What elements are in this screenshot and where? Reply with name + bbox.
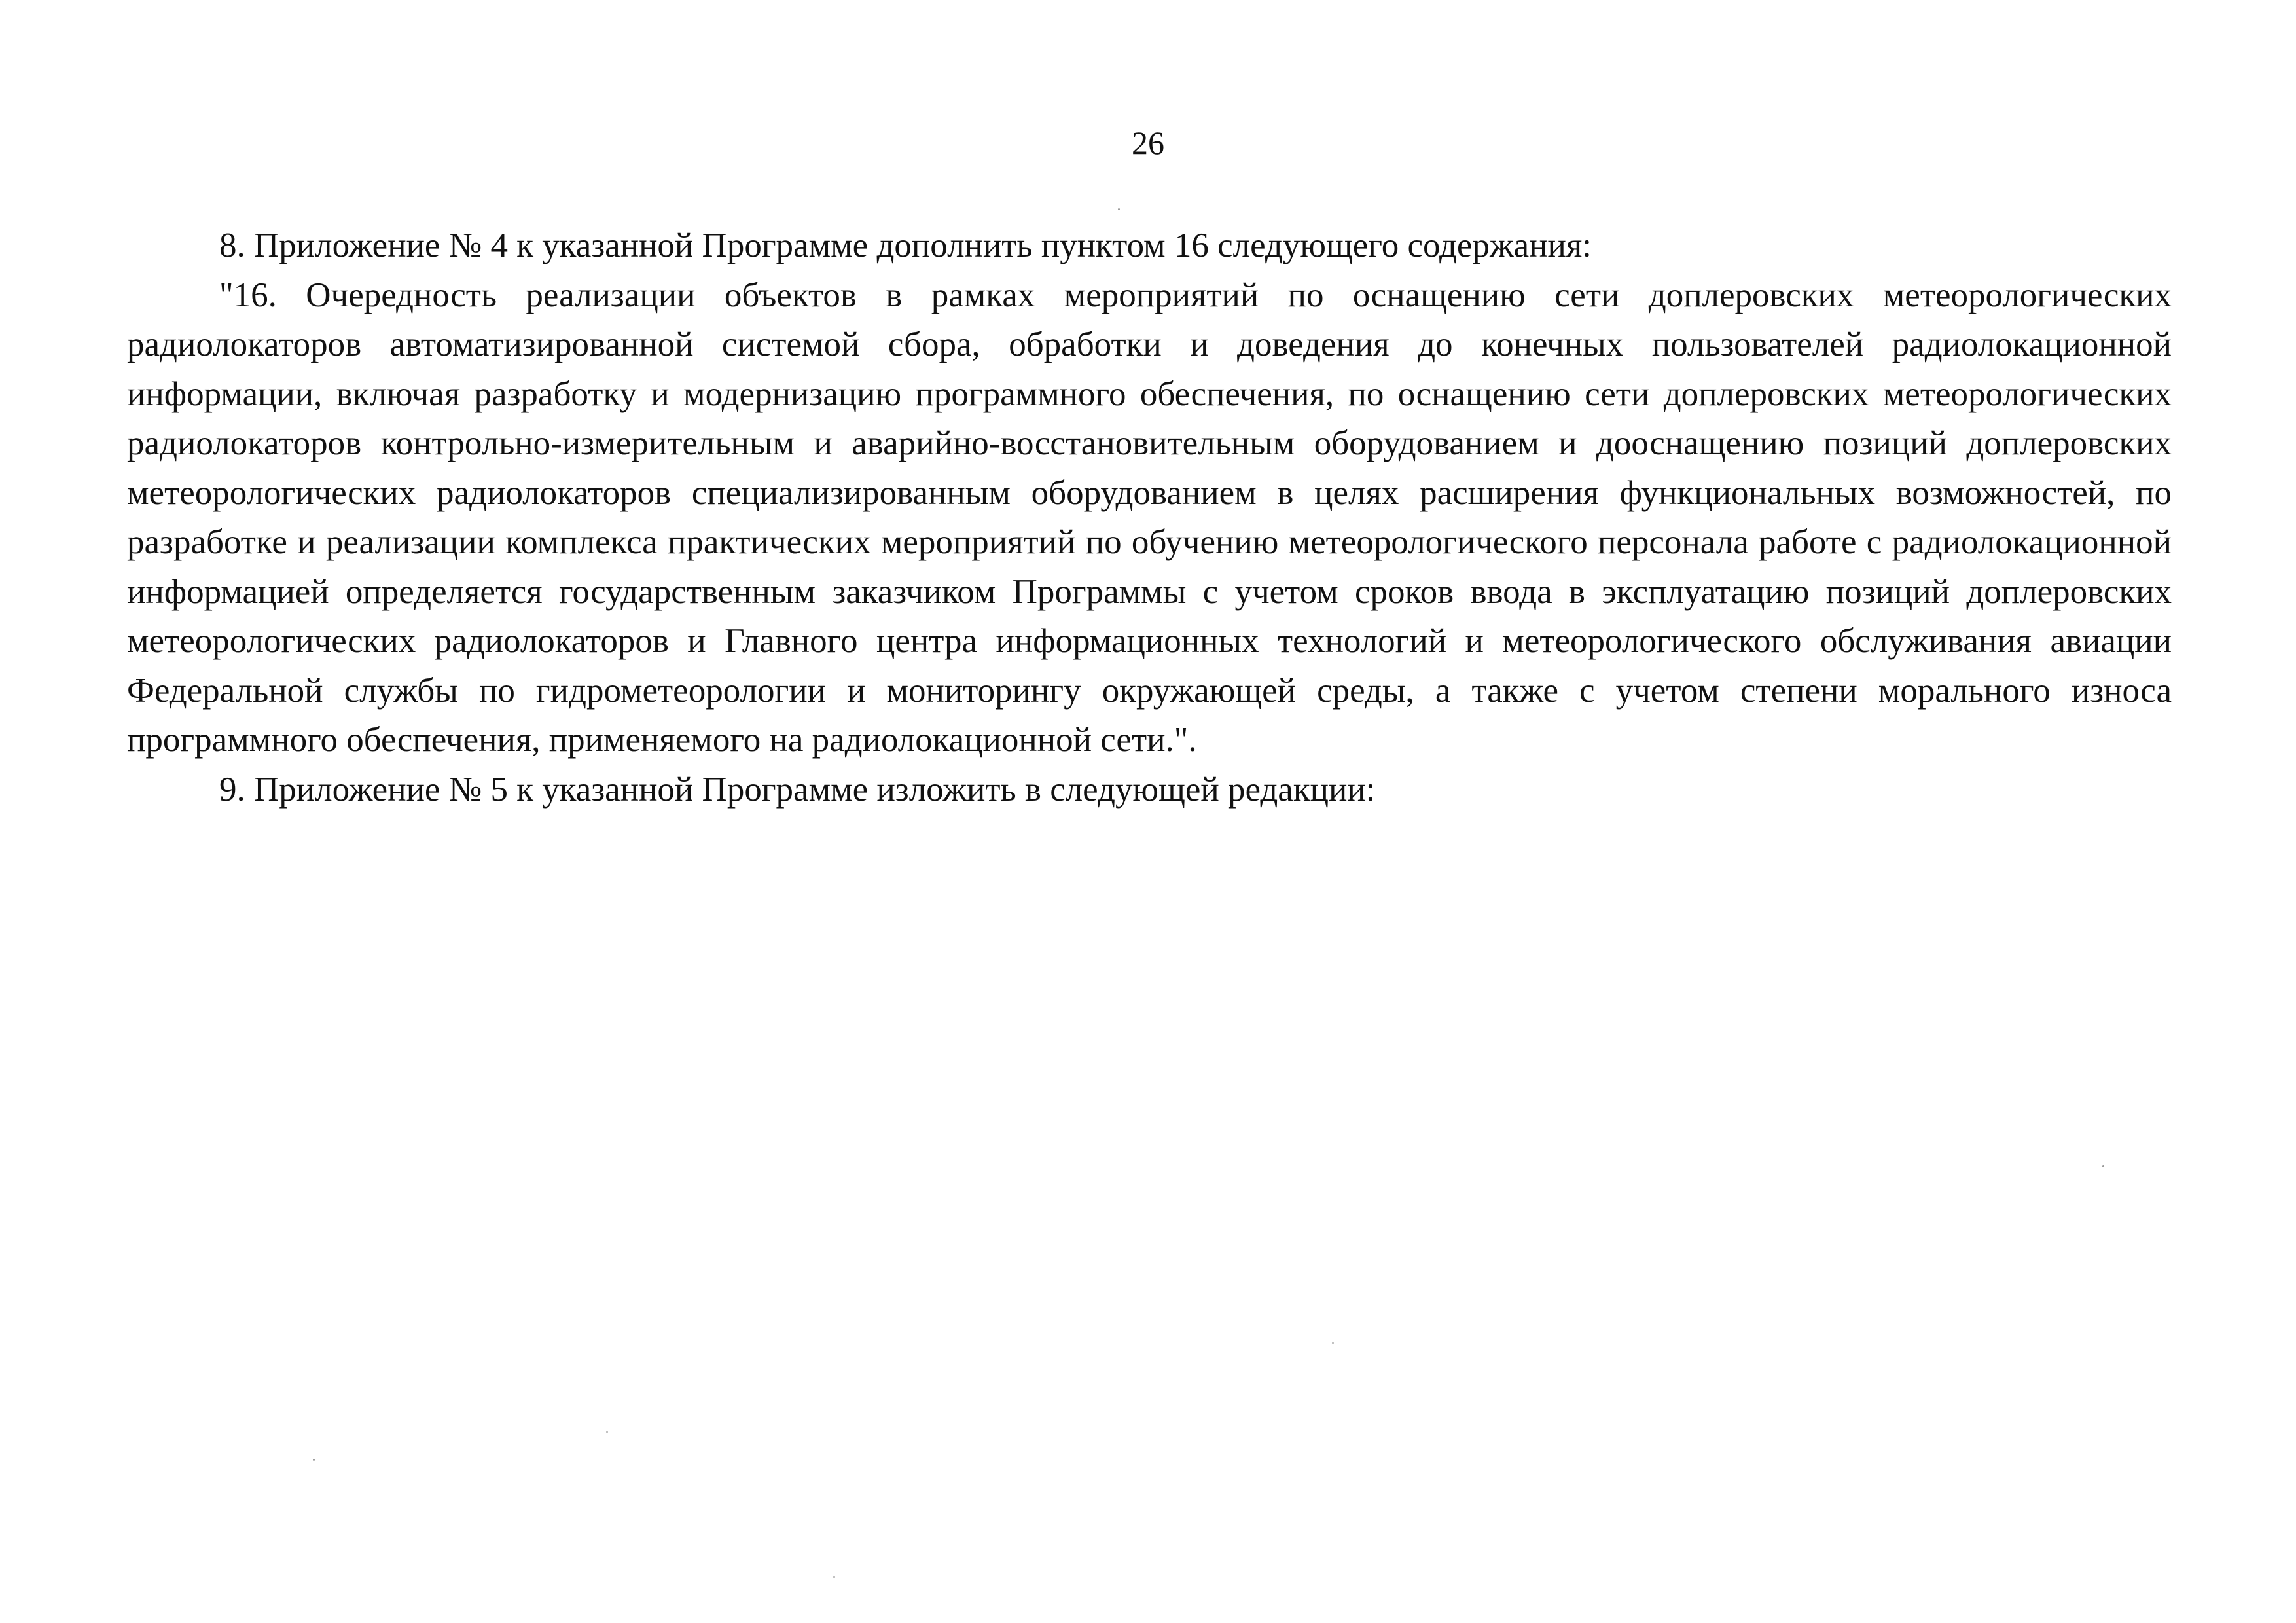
scan-speck <box>1332 1342 1334 1344</box>
document-body <box>127 221 2172 814</box>
scan-speck <box>2102 1165 2104 1167</box>
page-number: 26 <box>1132 124 1164 161</box>
scan-speck <box>833 1576 835 1578</box>
paragraph-item-16-quote: "16. Очередность реализации объектов в рамках мероприятий по оснащению сети доплеровских метеорологических радиолокаторов автоматизированной системой сбора, обработки и доведения до конечных пользователей радиолокационной информации, включая разработку и модернизацию программного обеспечения, по оснащению сети доплеровских метеорологических радиолокаторов контрольно-измерительным и аварийно-восстановительным оборудованием и дооснащению позиций доплеровских метеорологических радиолокаторов специализированным оборудованием в целях расширения функциональных возможностей, по разработке и реализации комплекса практических мероприятий по обучению метеорологического персонала работе с радиолокационной информацией определяется государственным заказчиком Программы с учетом сроков ввода в эксплуатацию позиций доплеровских метеорологических радиолокаторов и Главного центра информационных технологий и метеорологического обслуживания авиации Федеральной службы по гидрометеорологии и мониторингу окружающей среды, а также с учетом степени морального износа программного обеспечения, применяемого на радиолокационной сети.". <box>127 276 2172 759</box>
scan-speck <box>313 1459 315 1461</box>
paragraph-item-9: 9. Приложение № 5 к указанной Программе изложить в следующей редакции: <box>219 770 1376 809</box>
scan-speck <box>1118 208 1120 210</box>
paragraph-item-8: 8. Приложение № 4 к указанной Программе дополнить пунктом 16 следующего содержания: <box>219 227 1592 264</box>
scan-speck <box>606 1431 608 1433</box>
